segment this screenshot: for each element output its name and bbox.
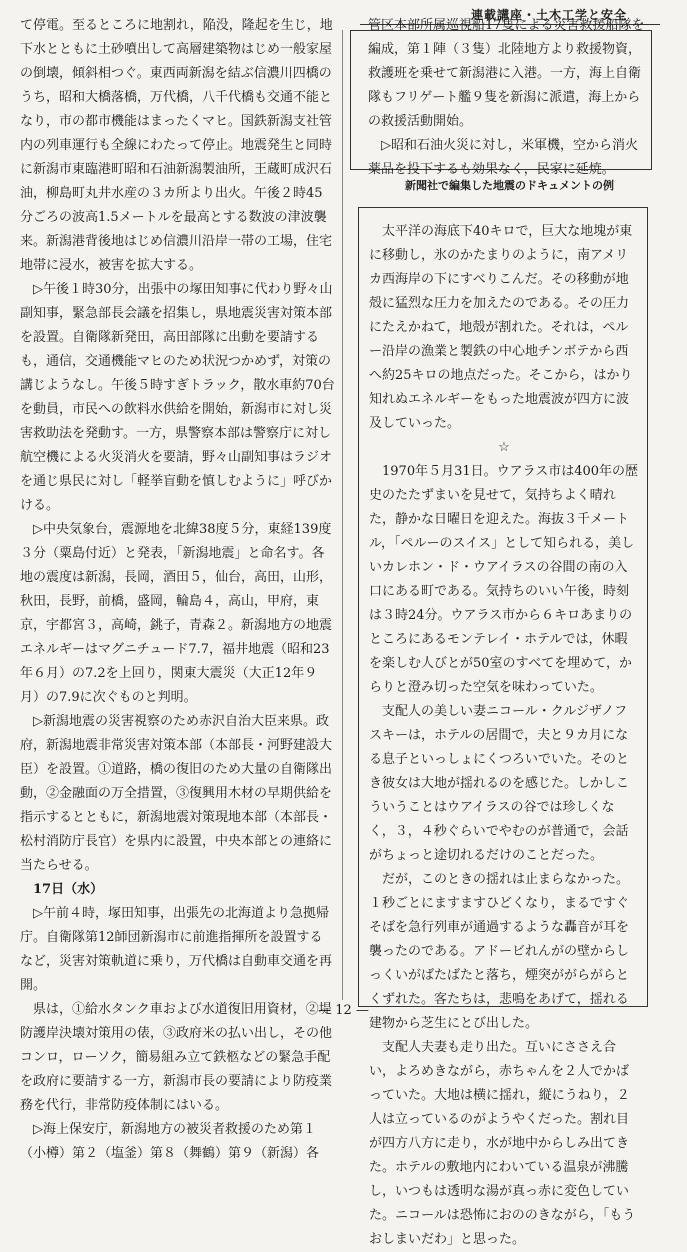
left-column xyxy=(20,14,335,1166)
left-paragraph: ▷中央気象台，震源地を北緯38度５分，東経139度３分（粟島付近）と発表，「新潟地震」と命名す。各地の震度は新潟，長岡，酒田５，仙台，高田，山形，秋田，長野，前橋，盛岡，輪島４，高山，甲府，東京，宇都宮３，高崎，銚子，青森２。新潟地方の地震エネルギーはマグニチュード7.7，福井地震（昭和23年６月）の7.2を上回り，関東大震災（大正12年９月）の7.9に次ぐものと判明。 xyxy=(20,522,333,705)
column-divider xyxy=(342,30,343,1000)
excerpt-paragraph: 支配人の美しい妻ニコール・クルジザノフスキーは，ホテルの居間で，夫と９カ月になる息子といっしょにくつろいでいた。そのとき彼女は大地が揺れるのを感じた。しかしこういうことはウアイラスの谷では珍しくなく，３，４秒ぐらいでやむのが普通で，会話がちょっと途切れるだけのことだった。 xyxy=(369,704,630,863)
excerpt-paragraph: だが，このときの揺れは止まらなかった。１秒ごとにますますひどくなり，まるですぐそばを急行列車が通過するような轟音が耳を襲ったのである。アドービれんがの壁からしっくいがばたばたと落ち，煙突ががらがらとくずれた。客たちは，悲鳴をあげて，揺れる建物から芝生にとび出した。 xyxy=(369,872,630,1031)
excerpt-paragraph: 支配人夫妻も走り出た。互いにささえ合い，よろめきながら，赤ちゃんを２人でかばっていた。大地は横に揺れ，縦にうねり，２人は立っているのがようやくだった。割れ目が四方八方に走り，水が地中からしみ出てきた。ホテルの敷地内にわいている温泉が沸騰し，いつもは透明な湯が真っ赤に変色していた。ニコールは恐怖におののきながら，「もうおしまいだわ」と思った。 xyxy=(369,1040,636,1247)
left-paragraph: ▷午後１時30分，出張中の塚田知事に代わり野々山副知事，緊急部長会議を招集し，県地震災害対策本部を設置。自衛隊新発田，高田部隊に出動を要請するも，通信，交通機能マヒのため状況つかめず，対策の講じようなし。午後５時すぎトラック，散水車約70台を動員，市民への飲料水供給を開始，新潟市に対し災害救助法を発動す。一方，県警察本部は警察庁に対し航空機による火災消火を要請，野々山副知事はラジオを通じ県民に対し「軽挙盲動を慎しむように」呼びかける。 xyxy=(20,282,335,513)
box-paragraph: ▷昭和石油火災に対し，米軍機，空から消火薬品を投下するも効果なく，民家に延焼。 xyxy=(368,138,638,177)
box-paragraph: 管区本部所属巡視船17隻による災害救援船隊を編成，第１陣（３隻）北陸地方より救援物資，救護班を乗せて新潟港に入港。一方，海上自衛隊もフリゲート艦９隻を新潟に派遣，海上からの救援活動開始。 xyxy=(368,18,645,129)
left-paragraph: 県は，①給水タンク車および水道復旧用資材，②堤防護岸決壊対策用の俵，③政府米の払い出し，その他コンロ，ローソク，簡易組み立て鉄柩などの緊急手配を政府に要請する一方，新潟市長の要請により防疫業務を代行，非常防疫体制にはいる。 xyxy=(20,1002,333,1113)
section-star: ☆ xyxy=(498,440,510,455)
left-paragraph: て停電。至るところに地割れ，陥没，隆起を生じ，地下水とともに土砂噴出して高層建築物はじめ一般家屋の倒壊，傾斜相つぐ。東西両新潟を結ぶ信濃川四橋のうち，昭和大橋落橋，万代橋，八千代橋も交通不能となり，市の都市機能はまったくマヒ。国鉄新潟支社管内の列車運行も全線にわたって停止。地震発生と同時に新潟市東臨港町昭和石油新潟製油所，王蔵町成沢石油，柳島町丸井水産の３カ所より出火。午後２時45分ごろの波高1.5メートルを最高とする数波の津波襲来。新潟港背後地はじめ信濃川沿岸一帯の工場，住宅地帯に浸水，被害を拡大する。 xyxy=(20,18,333,273)
left-paragraph: ▷午前４時，塚田知事，出張先の北海道より急拠帰庁。自衛隊第12師団新潟市に前進指揮所を設置するなど，災害対策軌道に乗り，万代橋は自動車交通を再開。 xyxy=(20,906,333,993)
document-box-text xyxy=(368,14,650,182)
figure-caption: 新聞社で編集した地震のドキュメントの例 xyxy=(405,179,614,192)
left-paragraph: ▷新潟地震の災害視察のため赤沢自治大臣来県。政府，新潟地震非常災害対策本部（本部長・河野建設大臣）を設置。①道路，橋の復旧のため大量の自衛隊出動，②金融面の万全措置，③復興用木材の早期供給を指示するとともに，新潟地震対策現地本部（本部長・松村消防庁長官）を県内に設置，中央本部との連絡に当たらせる。 xyxy=(20,714,333,873)
right-column-excerpt xyxy=(358,207,648,1247)
excerpt-paragraph: 1970年５月31日。ウアラス市は400年の歴史のたたずまいを見せて，気持ちよく晴れた，静かな日曜日を迎えた。海抜３千メートル，「ペルーのスイス」として知られる，美しいカレホン・ド・ウアイラスの谷間の南の入口にある町である。気持ちのいい午後，時刻は３時24分。ウアラス市から６キロあまりのところにあるモンテレイ・ホテルでは，休暇を楽しむ人びとが50室のすべてを埋めて，からりと澄み切った空気を味わっていた。 xyxy=(369,464,639,695)
page-number: — 12 — xyxy=(318,1003,369,1018)
excerpt-paragraph: 太平洋の海底下40キロで，巨大な地塊が東に移動し，氷のかたまりのように，南アメリカ西海岸の下にすべりこんだ。その移動が地殻に猛烈な圧力を加えたのである。その圧力にたえかねて，地殻が割れた。それは，ペルー沿岸の漁業と製鉄の中心地チンボテから西へ約25キロの地点だった。そこから，はかり知れぬエネルギーをもった地震波が四方に波及していった。 xyxy=(369,224,633,431)
left-paragraph: ▷海上保安庁，新潟地方の被災者救援のため第１（小樽）第２（塩釜）第８（舞鶴）第９（新潟）各 xyxy=(20,1122,320,1161)
date-subheading: 17日（水） xyxy=(33,882,104,897)
running-header: 連載講座・土木工学と安全 xyxy=(470,8,627,22)
